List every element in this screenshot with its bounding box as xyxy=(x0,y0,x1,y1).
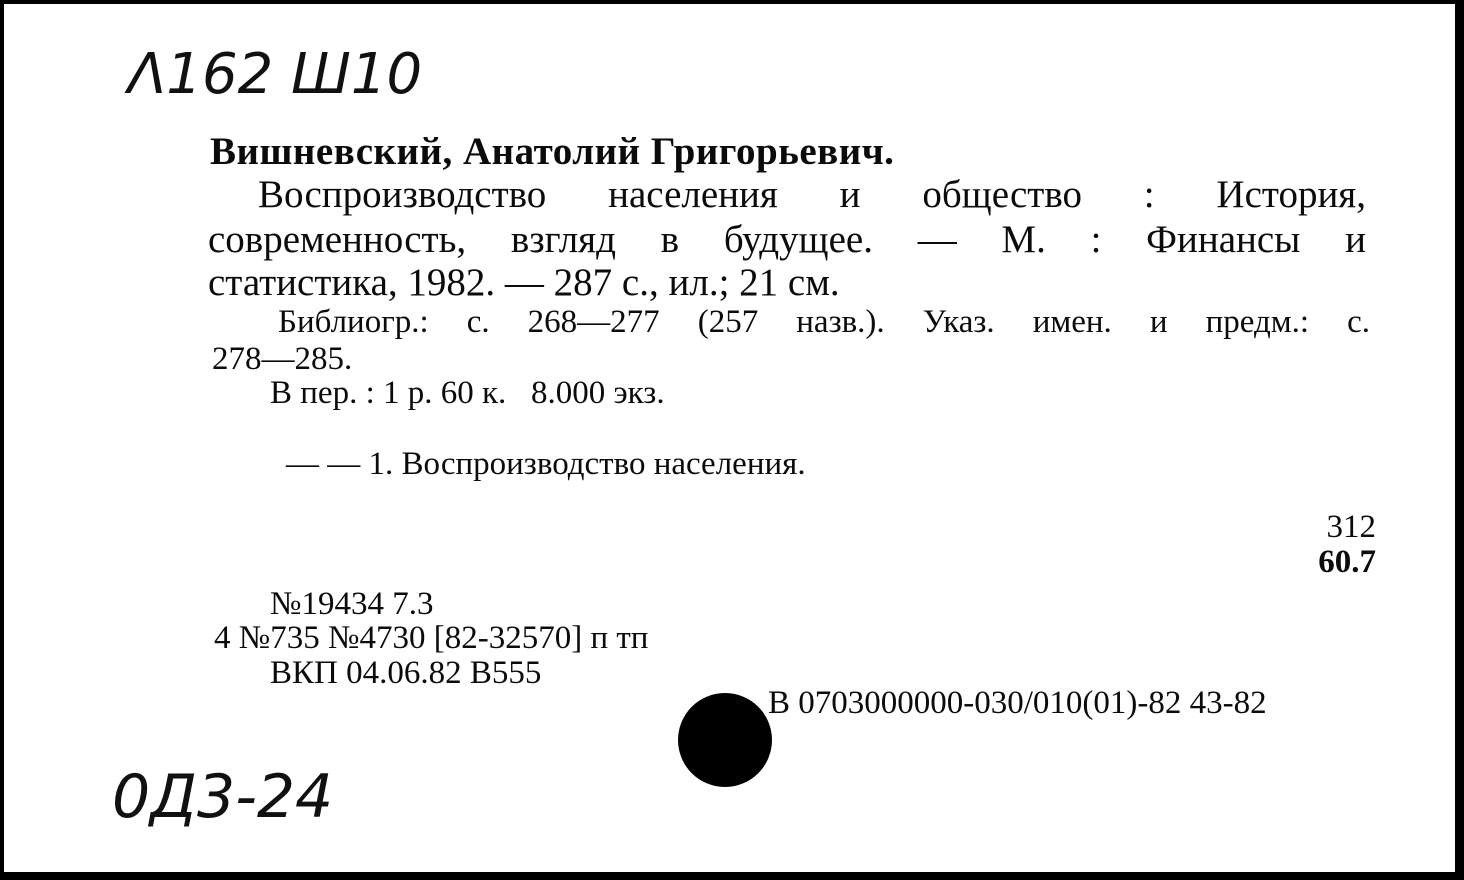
card-left-edge xyxy=(0,0,4,880)
card-top-edge xyxy=(0,0,1464,4)
title-line-3: статистика, 1982. — 287 с., ил.; 21 см. xyxy=(208,261,840,304)
registry-date: ВКП 04.06.82 В555 xyxy=(270,655,542,691)
bibliography-note-line-1: Библиогр.: с. 268—277 (257 назв.). Указ. имен. и предм.: с. xyxy=(278,304,1370,340)
title-line-2: современность, взгляд в будущее. — М. : Финансы и xyxy=(208,218,1366,261)
handwritten-shelf-mark: Λ162 Ш10 xyxy=(128,42,423,107)
registry-codes: 4 №735 №4730 [82-32570] п тп xyxy=(214,620,649,656)
price-line: В пер. : 1 р. 60 к. 8.000 экз. xyxy=(270,375,665,411)
card-bottom-edge xyxy=(0,872,1464,880)
handwritten-inventory-mark: 0Д3-24 xyxy=(112,762,334,832)
classification-code-2: 60.7 xyxy=(1318,544,1376,580)
title-line-1: Воспроизводство населения и общество : История, xyxy=(258,173,1366,216)
publisher-code: В 0703000000-030/010(01)-82 43-82 xyxy=(768,685,1267,721)
author-heading: Вишневский, Анатолий Григорьевич. xyxy=(210,130,895,173)
registry-number: №19434 7.3 xyxy=(270,586,434,622)
subject-heading: — — 1. Воспроизводство населения. xyxy=(286,446,806,482)
bibliography-note-line-2: 278—285. xyxy=(212,341,353,377)
punch-hole xyxy=(678,693,772,787)
classification-code-1: 312 xyxy=(1326,509,1376,545)
card-right-edge xyxy=(1455,0,1464,880)
